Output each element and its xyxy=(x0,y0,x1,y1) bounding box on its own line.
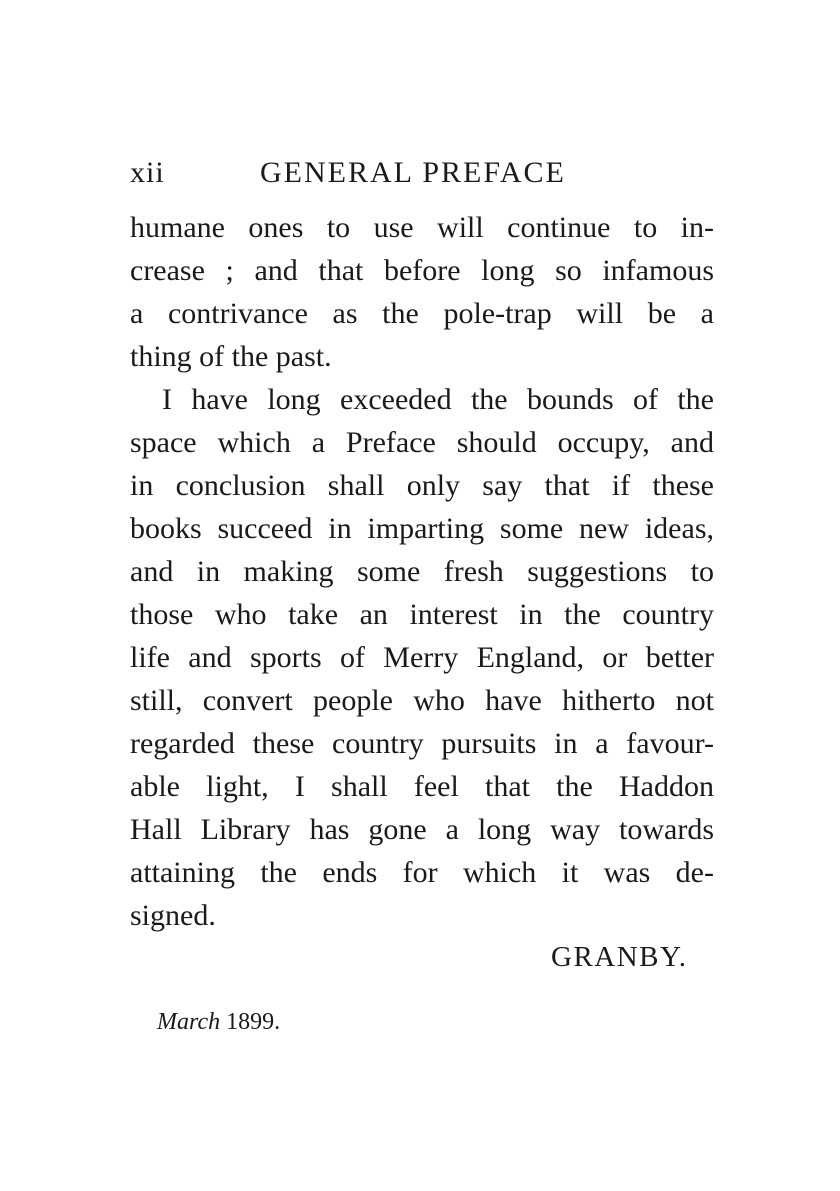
text-line: Hall Library has gone a long way towards xyxy=(130,813,714,846)
text-line: space which a Preface should occupy, and xyxy=(130,426,714,459)
text-line: a contrivance as the pole-trap will be a xyxy=(130,297,714,330)
text-line: books succeed in imparting some new ideas, xyxy=(130,512,714,545)
dateline-year: 1899. xyxy=(226,1009,281,1035)
text-line: humane ones to use will continue to in- xyxy=(130,211,714,244)
dateline xyxy=(157,1004,280,1040)
text-line: crease ; and that before long so infamous xyxy=(130,254,714,287)
page-title: GENERAL PREFACE xyxy=(260,156,566,189)
text-line: attaining the ends for which it was de- xyxy=(130,856,714,889)
text-line: regarded these country pursuits in a favour- xyxy=(130,727,714,760)
body-text xyxy=(130,206,714,937)
text-line: in conclusion shall only say that if these xyxy=(130,469,714,502)
text-line: thing of the past. xyxy=(130,340,332,373)
text-line: life and sports of Merry England, or better xyxy=(130,641,714,674)
text-line: signed. xyxy=(130,899,216,932)
running-head xyxy=(130,150,730,196)
dateline-month: March xyxy=(157,1009,221,1035)
text-line: and in making some fresh suggestions to xyxy=(130,555,714,588)
text-line: those who take an interest in the country xyxy=(130,598,714,631)
page-number: xii xyxy=(130,156,165,189)
text-line: able light, I shall feel that the Haddon xyxy=(130,770,714,803)
signature: GRANBY. xyxy=(551,941,688,973)
paragraph-start-line: I have long exceeded the bounds of the xyxy=(162,383,714,416)
text-line: still, convert people who have hitherto not xyxy=(130,684,714,717)
